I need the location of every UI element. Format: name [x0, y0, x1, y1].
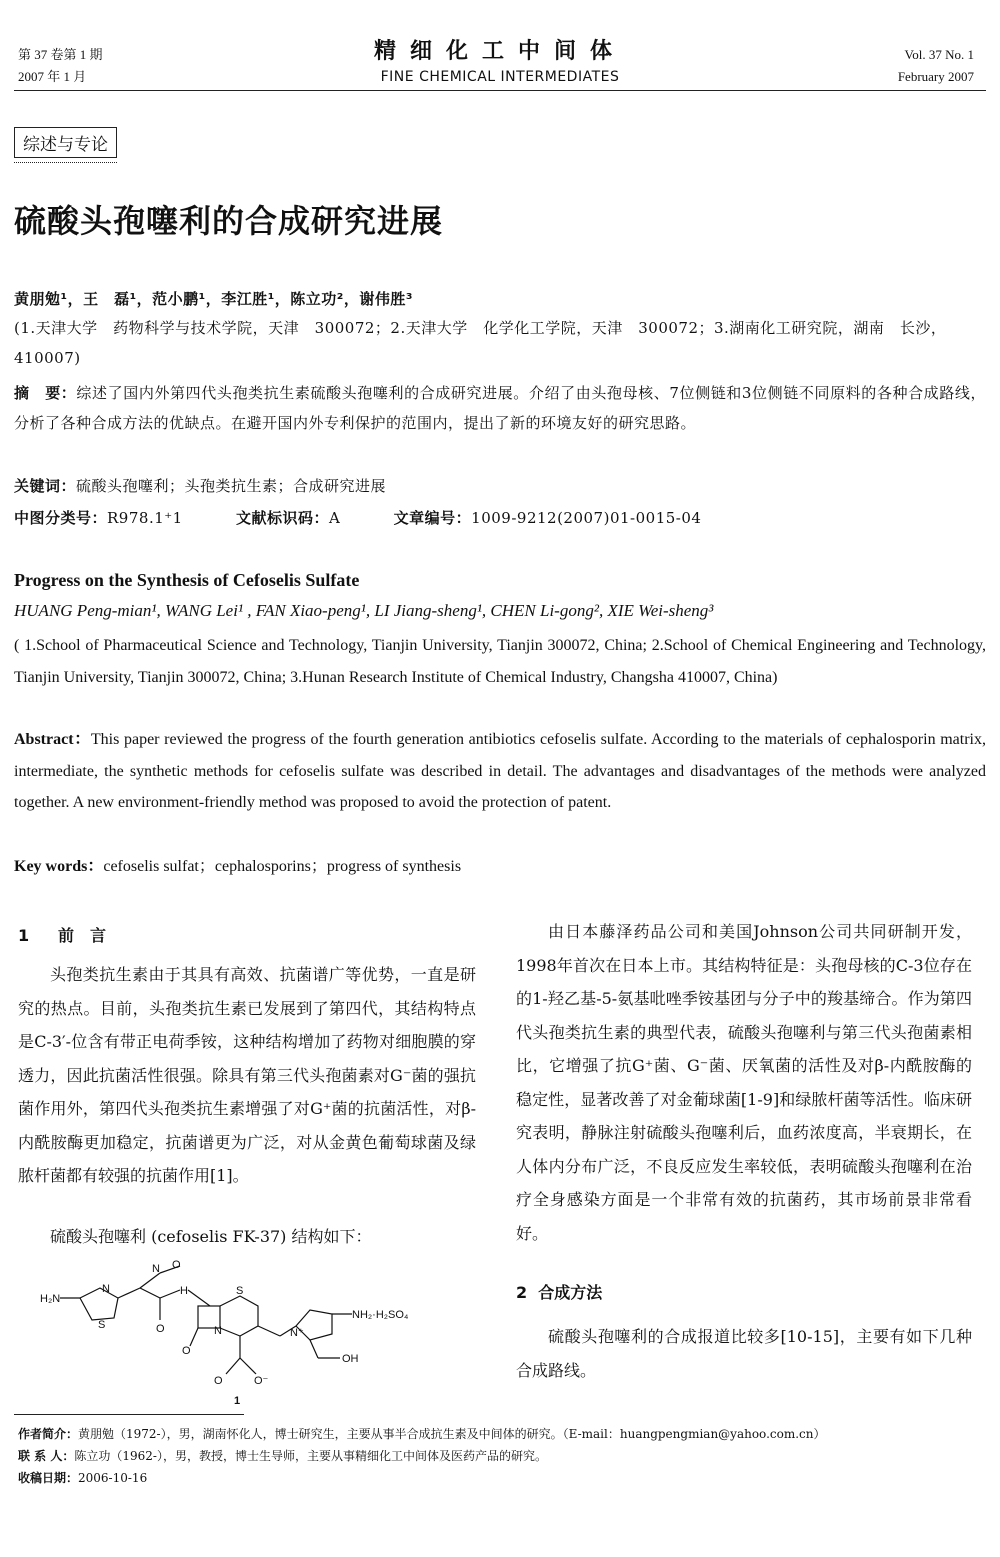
keywords-cn-text: 硫酸头孢噻利；头孢类抗生素；合成研究进展	[76, 477, 387, 495]
section-2-paragraph-1: 硫酸头孢噻利的合成报道比较多[10-15]，主要有如下几种合成路线。	[516, 1327, 972, 1380]
label-n-ring: N	[214, 1325, 222, 1337]
keywords-en-text: cefoselis sulfat；cephalosporins；progress of synthesis	[103, 858, 462, 875]
label-o-amide: O	[156, 1323, 165, 1335]
label-h-amide: H	[180, 1285, 188, 1297]
label-nh2-h2so4: NH₂·H₂SO₄	[352, 1309, 409, 1321]
contact-text: 陈立功（1962-），男，教授，博士生导师，主要从事精细化工中间体及医药产品的研究。	[74, 1449, 547, 1463]
section-1-paragraph-3: 由日本藤泽药品公司和美国Johnson公司共同研制开发，1998年首次在日本上市。其结构特征是：头孢母核的C-3位存在的1-羟乙基-5-氨基吡唑季铵基团与分子中的羧基缔合。作为第四代头孢类抗生素的典型代表，硫酸头孢噻利与第三代头孢菌素相比，它增强了抗G⁺菌、G⁻菌、厌氧菌的活性及对β-内酰胺酶的稳定性，显著改善了对金葡球菌[1-9]和绿脓杆菌等活性。临床研究表明，静脉注射硫酸头孢噻利后，血药浓度高，半衰期长，在人体内分布广泛，不良反应发生率较低，表明硫酸头孢噻利在治疗全身感染方面是一个非常有效的抗菌药，其市场前景非常看好。	[516, 922, 972, 1243]
label-o-oxime: O	[172, 1259, 181, 1271]
label-s-thiazole: S	[98, 1319, 106, 1331]
classification-line	[14, 503, 986, 533]
abstract-cn-text: 综述了国内外第四代头孢类抗生素硫酸头孢噻利的合成研究进展。介绍了由头孢母核、7位侧链和3位侧链不同原料的各种合成路线，分析了各种合成方法的优缺点。在避开国内外专利保护的范围内，提出了新的环境友好的研究思路。	[14, 384, 986, 432]
received-label: 收稿日期：	[18, 1471, 79, 1485]
doc-code-value: A	[329, 509, 341, 527]
abstract-cn-label: 摘 要：	[14, 384, 77, 402]
section-1-number: 1	[18, 926, 30, 945]
column-tag: 综述与专论	[14, 127, 117, 158]
footnotes	[18, 1423, 825, 1489]
label-n-thiazole: N	[102, 1283, 110, 1295]
journal-name-cn: 精细化工中间体	[373, 39, 626, 64]
author-bio	[18, 1423, 825, 1445]
header-volume-en	[898, 44, 974, 88]
clc-label: 中图分类号：	[14, 509, 108, 527]
section-2-title: 合成方法	[538, 1283, 603, 1302]
author-bio-text: 黄朋勉（1972-），男，湖南怀化人，博士研究生，主要从事半合成抗生素及中间体的研究。（E-mail：huangpengmian@yahoo.com.cn）	[78, 1427, 826, 1441]
keywords-en	[14, 851, 986, 883]
clc-value: R978.1⁺1	[107, 509, 183, 527]
label-o-carboxyl: O	[214, 1375, 223, 1387]
label-n-oxime: N	[152, 1263, 160, 1275]
date-en: February 2007	[897, 69, 974, 84]
section-1-paragraph-2: 硫酸头孢噻利 (cefoselis FK-37) 结构如下：	[50, 1227, 372, 1246]
affiliations-en: ( 1.School of Pharmaceutical Science and Technology, Tianjin University, Tianjin 300072, China; 2.School of Chemical Engineering and Technology, Tianjin University, Tianjin 300072, China; 3.Hunan Research Institute of Chemical Industry, Changsha 410007, China)	[14, 637, 986, 686]
section-1-heading	[18, 923, 106, 946]
authors-cn: 黄朋勉¹，王 磊¹，范小鹏¹，李江胜¹，陈立功²，谢伟胜³	[14, 290, 413, 308]
abstract-en	[14, 724, 986, 819]
article-number-label: 文章编号：	[393, 509, 472, 527]
keywords-en-label: Key words：	[14, 858, 104, 875]
journal-masthead	[300, 34, 700, 85]
journal-name-en: FINE CHEMICAL INTERMEDIATES	[380, 69, 620, 85]
abstract-cn	[14, 378, 986, 438]
authors-en: HUANG Peng-mian¹, WANG Lei¹ , FAN Xiao-peng¹, LI Jiang-sheng¹, CHEN Li-gong², XIE Wei-sheng³	[14, 601, 714, 620]
label-o-minus: O⁻	[254, 1375, 269, 1387]
header-rule	[14, 90, 986, 91]
volume-en: Vol. 37 No. 1	[904, 47, 974, 62]
contact-person	[18, 1445, 825, 1467]
abstract-en-label: Abstract：	[14, 731, 91, 748]
received-date	[18, 1467, 825, 1489]
title-en: Progress on the Synthesis of Cefoselis Sulfate	[14, 570, 360, 590]
section-2-heading	[516, 1280, 602, 1303]
article-title: 硫酸头孢噻利的合成研究进展	[14, 202, 444, 240]
section-1-paragraph-1: 头孢类抗生素由于其具有高效、抗菌谱广等优势，一直是研究的热点。目前，头孢类抗生素已发展到了第四代，其结构特点是C-3′-位含有带正电荷季铵，这种结构增加了药物对细胞膜的穿透力，因此抗菌活性很强。除具有第三代头孢菌素对G⁻菌的强抗菌作用外，第四代头孢类抗生素增强了对G⁺菌的抗菌活性，对β-内酰胺酶更加稳定，抗菌谱更为广泛，对从金黄色葡萄球菌及绿脓杆菌都有较强的抗菌作用[1]。	[18, 965, 476, 1185]
cefoselis-structure-diagram	[40, 1258, 430, 1408]
doc-code-label: 文献标识码：	[236, 509, 330, 527]
affiliations-cn: (1.天津大学 药物科学与技术学院，天津 300072；2.天津大学 化学化工学院，天津 300072；3.湖南化工研究院，湖南 长沙，410007)	[14, 319, 947, 367]
label-oh: OH	[342, 1353, 359, 1365]
label-n-plus: N⁺	[290, 1327, 304, 1339]
date-cn: 2007 年 1 月	[18, 69, 87, 84]
abstract-en-text: This paper reviewed the progress of the fourth generation antibiotics cefoselis sulfate. According to the materials of cephalosporin matrix, intermediate, the synthetic methods for cefoselis sulfate was described in detail. The advantages and disadvantages of the methods were analyzed together. A new environment-friendly method was proposed to avoid the protection of patent.	[14, 731, 986, 811]
article-number-value: 1009-9212(2007)01-0015-04	[471, 509, 702, 527]
section-2-number: 2	[516, 1283, 528, 1302]
keywords-cn-label: 关键词：	[14, 477, 77, 495]
header-volume-cn	[18, 44, 103, 88]
label-o-lactam: O	[182, 1345, 191, 1357]
volume-cn: 第 37 卷第 1 期	[18, 47, 103, 62]
author-bio-label: 作者简介：	[18, 1427, 79, 1441]
contact-label: 联 系 人：	[18, 1449, 75, 1463]
footnote-rule	[14, 1414, 244, 1415]
received-text: 2006-10-16	[78, 1471, 148, 1485]
label-h2n: H₂N	[40, 1293, 61, 1305]
keywords-cn	[14, 471, 986, 501]
section-1-title: 前 言	[58, 926, 107, 945]
compound-number: 1	[234, 1395, 241, 1407]
label-s-ring: S	[236, 1285, 244, 1297]
